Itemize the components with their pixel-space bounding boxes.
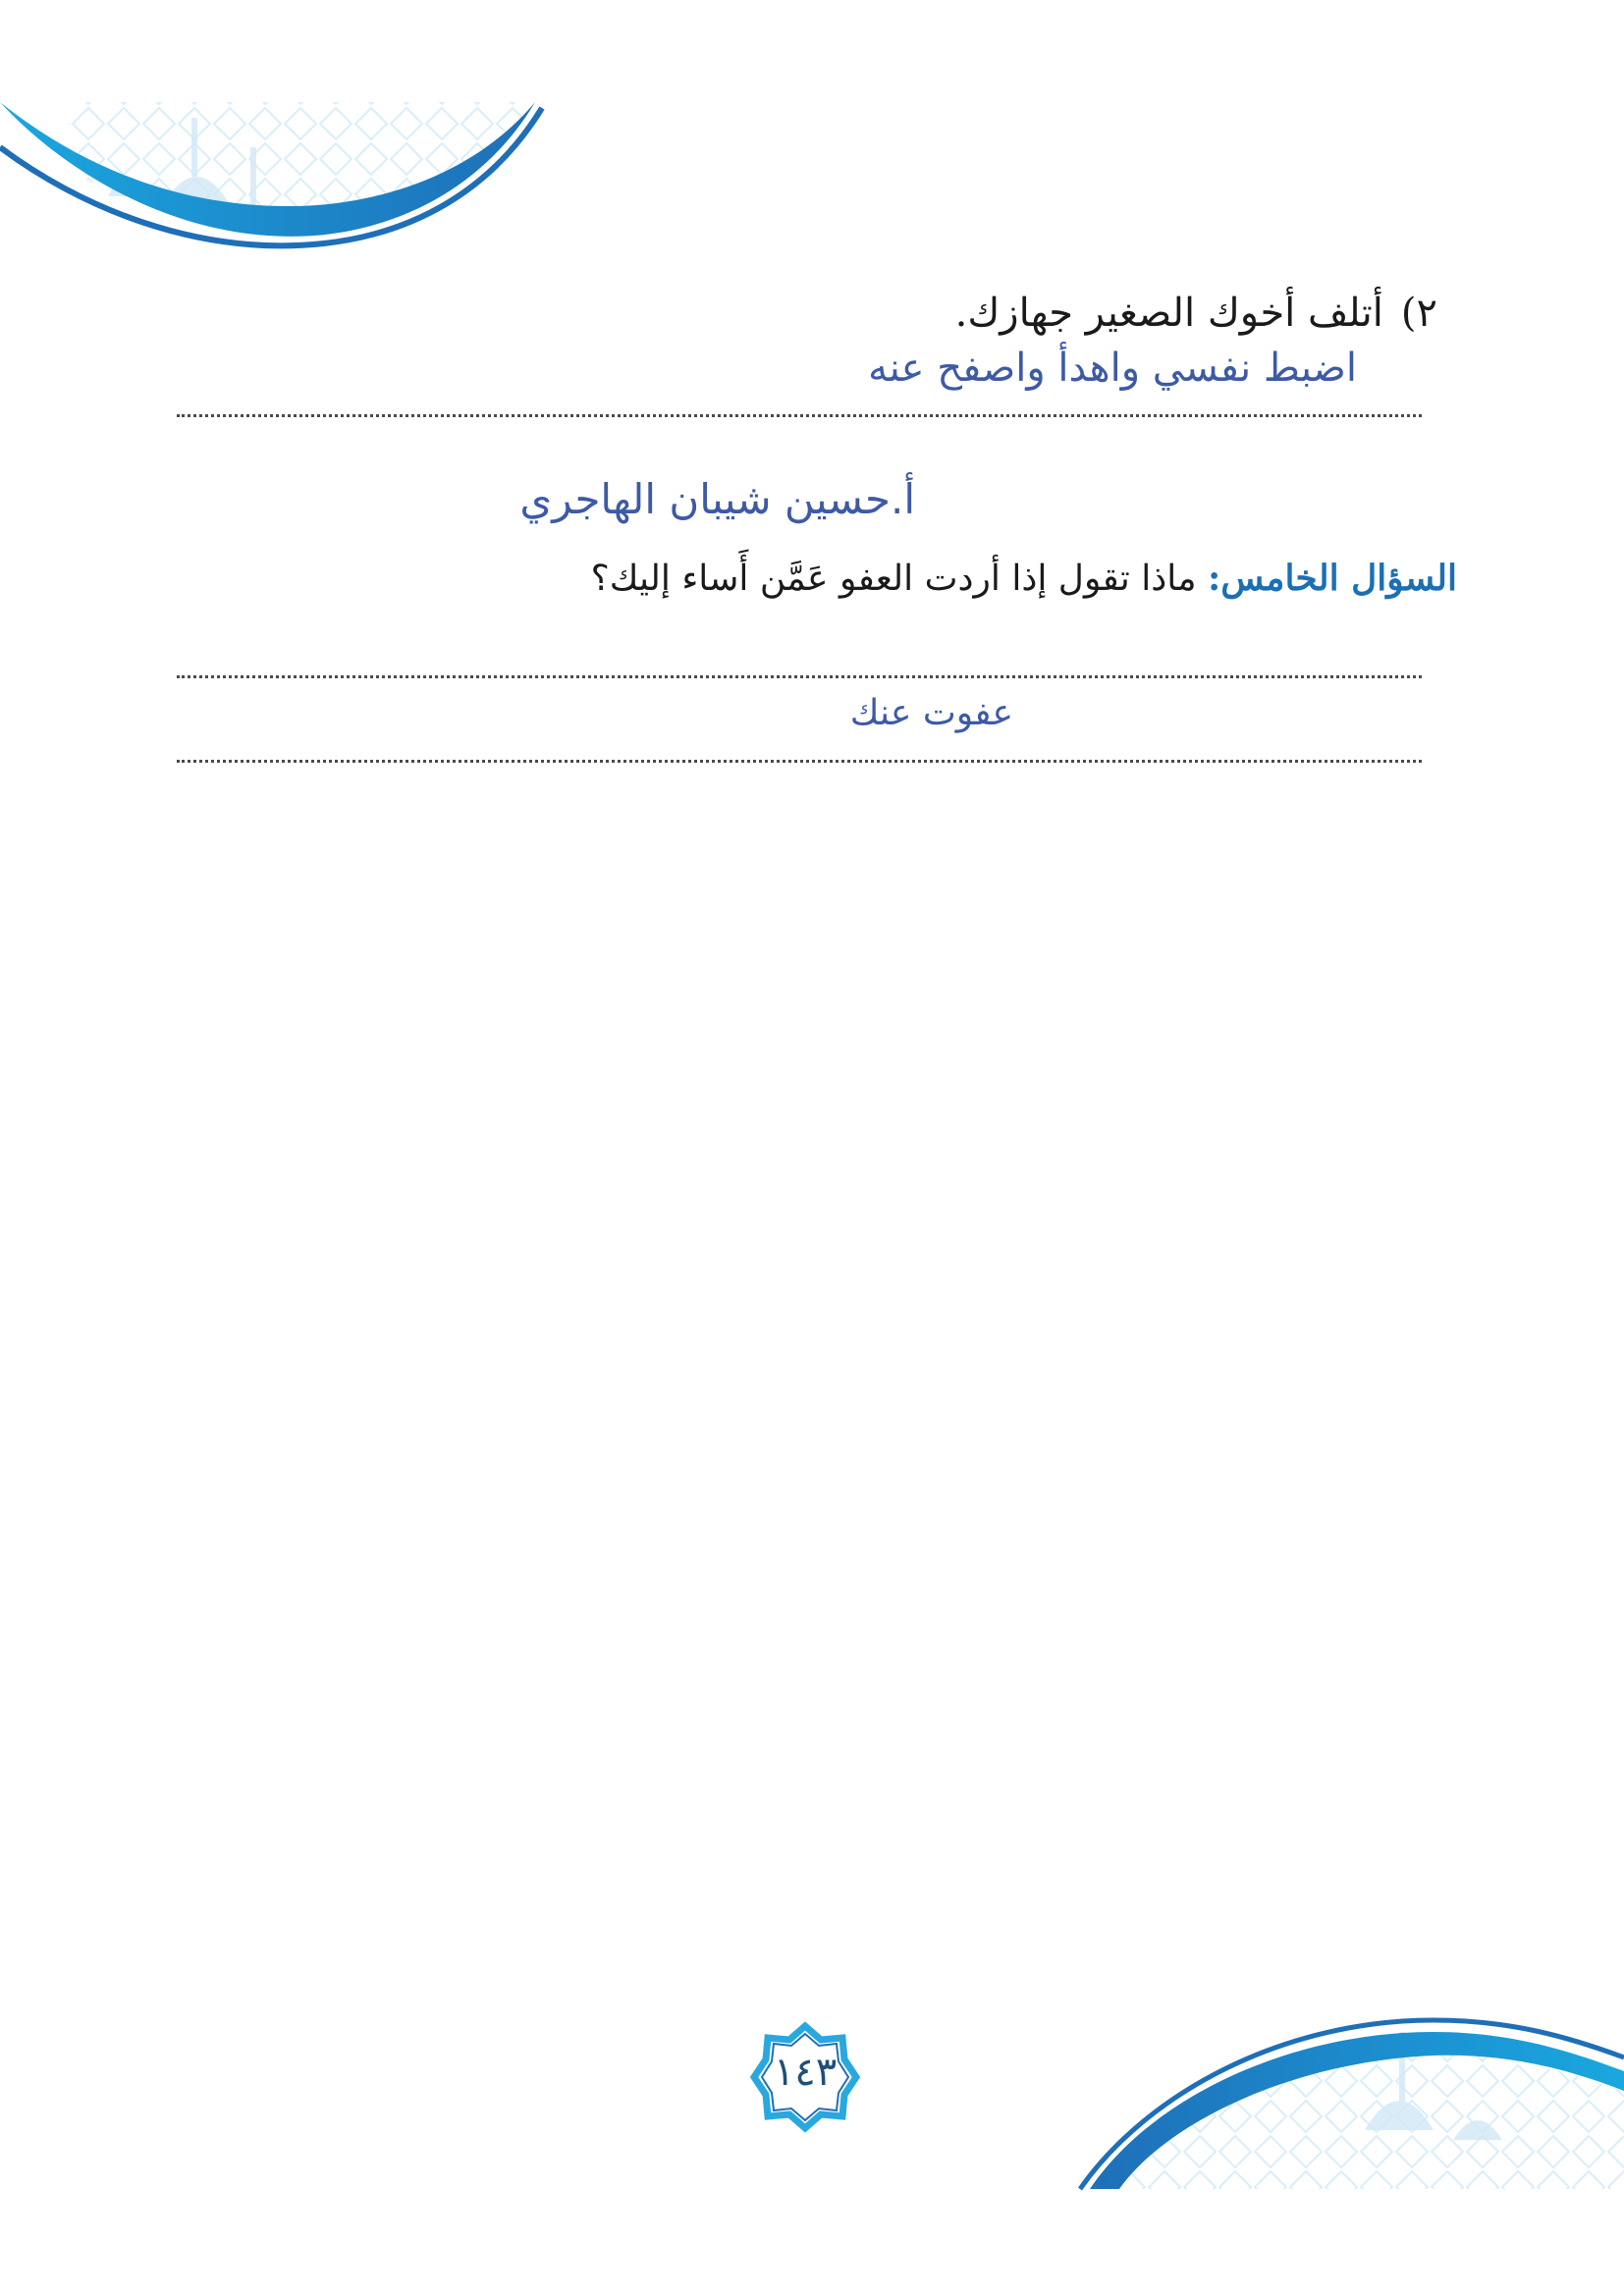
bottom-corner-decoration	[1041, 1993, 1624, 2209]
question-2-number: ٢)	[1400, 291, 1437, 336]
top-corner-decoration	[0, 0, 550, 255]
question-5-label: السؤال الخامس:	[1207, 558, 1457, 599]
question-5-text: ماذا تقول إذا أردت العفو عَمَّن أَساء إليك؟	[590, 559, 1197, 599]
answer-line	[177, 675, 1422, 678]
author-note: أ.حسين شيبان الهاجري	[519, 475, 915, 523]
question-2-text: أتلف أخوك الصغير جهازك.	[954, 291, 1383, 336]
question-5	[591, 558, 1457, 599]
question-2	[955, 291, 1437, 336]
page-number: ١٤٣	[773, 2050, 838, 2095]
answer-line	[177, 760, 1422, 763]
answer-line	[177, 414, 1422, 417]
question-5-answer: عفوت عنك	[849, 693, 1013, 733]
question-2-answer: اضبط نفسي واهدأ واصفح عنه	[868, 346, 1357, 391]
